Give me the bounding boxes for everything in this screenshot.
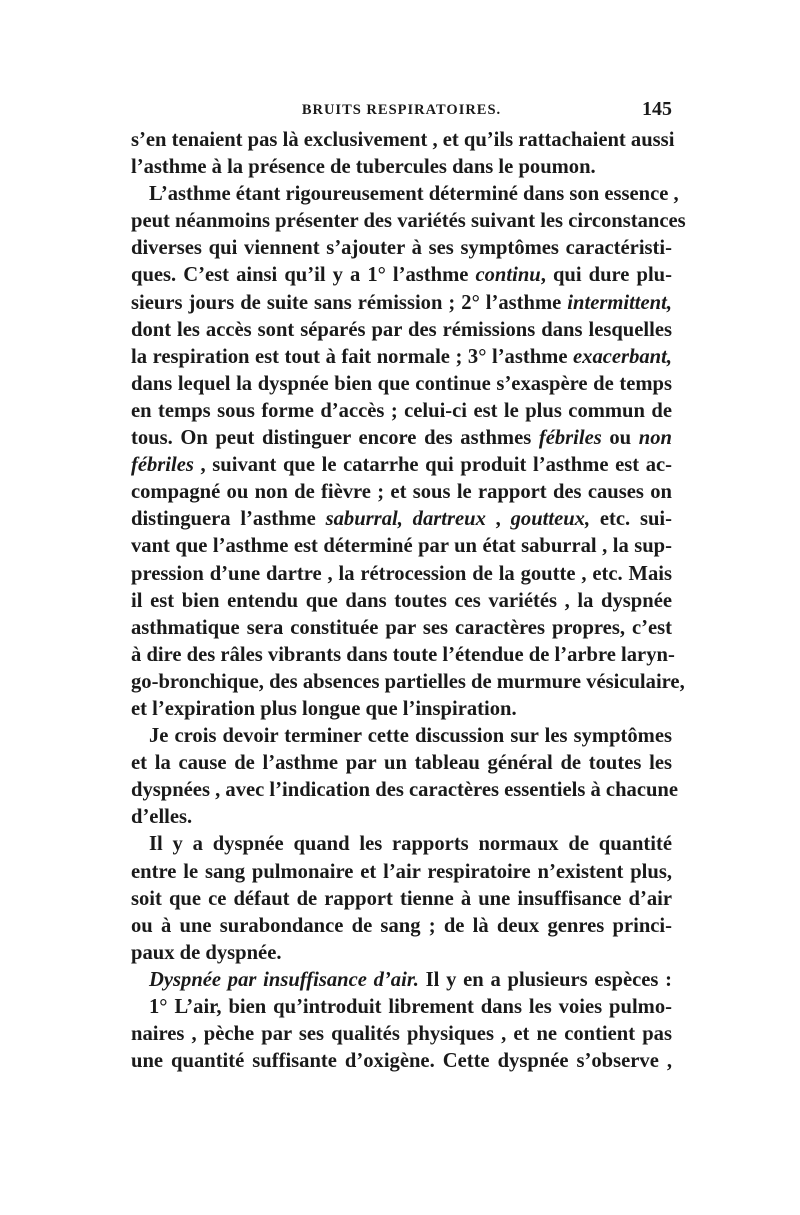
text-line — [131, 696, 672, 723]
text-line — [131, 750, 672, 777]
text-line — [131, 1048, 672, 1075]
text-segment: tous. On peut distinguer encore des asthmes — [131, 427, 539, 450]
text-segment: 1° L’air, bien qu’introduit librement dans les voies pulmo- — [149, 996, 672, 1018]
text-line — [131, 533, 672, 560]
text-line — [131, 262, 672, 289]
text-segment: l’asthme à la présence de tubercules dans le poumon. — [131, 156, 596, 179]
text-line — [131, 1021, 672, 1048]
text-segment: s’en tenaient pas là exclusivement , et qu’ils rattachaient aussi — [131, 129, 675, 151]
text-segment: en temps sous forme d’accès ; celui-ci est le plus commun de — [131, 399, 672, 422]
text-segment: et la cause de l’asthme par un tableau général de toutes les — [131, 752, 672, 775]
text-line — [131, 398, 672, 425]
text-line — [131, 994, 672, 1021]
text-segment: et l’expiration plus longue que l’inspiration. — [131, 697, 517, 720]
text-segment: ou — [601, 427, 639, 450]
text-line — [131, 479, 672, 506]
page-number: 145 — [642, 98, 672, 120]
text-line — [131, 615, 672, 642]
text-segment: peut néanmoins présenter des variétés suivant les circonstances — [131, 210, 686, 233]
text-line — [131, 777, 679, 804]
text-line — [131, 290, 672, 317]
text-segment: compagné ou non de fièvre ; et sous le rapport des causes on — [131, 481, 672, 504]
text-segment: ou à une surabondance de sang ; de là deux genres princi- — [131, 914, 672, 937]
italic-text-segment: fébriles — [131, 454, 194, 477]
text-segment: diverses qui viennent s’ajouter à ses symptômes caractéristi- — [131, 237, 672, 260]
text-segment: , suivant que le catarrhe qui produit l’asthme est ac- — [193, 454, 672, 477]
text-line — [131, 886, 672, 913]
text-line — [131, 642, 675, 669]
italic-text-segment: intermittent, — [567, 291, 672, 314]
text-line — [131, 452, 672, 479]
italic-text-segment: non — [638, 427, 672, 450]
text-segment: , — [485, 508, 511, 531]
text-segment: dont les accès sont séparés par des rémissions dans lesquelles — [131, 318, 672, 341]
text-line — [131, 181, 679, 208]
text-line — [131, 588, 672, 615]
text-segment: go-bronchique, des absences partielles de murmure vésiculaire, — [131, 670, 685, 693]
italic-text-segment: Dyspnée par insuffisance d’air. — [149, 968, 419, 991]
running-title: BRUITS RESPIRATOIRES. — [301, 102, 502, 118]
text-line — [131, 425, 672, 452]
page-header — [131, 98, 672, 124]
text-segment: une quantité suffisante d’oxigène. Cette dyspnée s’observe , — [131, 1050, 672, 1073]
text-segment: à dire des râles vibrants dans toute l’étendue de l’arbre laryn- — [131, 643, 675, 666]
text-segment: dans lequel la dyspnée bien que continue s’exaspère de temps — [131, 372, 672, 395]
text-line — [131, 154, 672, 181]
text-line — [131, 506, 672, 533]
body-text — [131, 127, 686, 1075]
text-line — [131, 235, 672, 262]
text-line — [131, 831, 672, 858]
text-segment: Il y a dyspnée quand les rapports normaux de quantité — [149, 833, 672, 856]
text-line — [131, 859, 672, 886]
text-segment: Je crois devoir terminer cette discussion sur les symptômes — [149, 725, 672, 748]
text-segment: ques. C’est ainsi qu’il y a 1° l’asthme — [131, 264, 476, 287]
text-line — [131, 561, 672, 588]
italic-text-segment: saburral, dartreux — [325, 508, 486, 531]
text-segment: il est bien entendu que dans toutes ces variétés , la dyspnée — [131, 589, 672, 612]
text-line — [131, 723, 672, 750]
italic-text-segment: exacerbant, — [573, 345, 672, 368]
text-segment: , qui dure plu- — [540, 264, 672, 287]
text-segment: soit que ce défaut de rapport tienne à une insuffisance d’air — [131, 887, 672, 910]
italic-text-segment: fébriles — [538, 427, 602, 450]
text-line — [131, 208, 686, 235]
text-segment: Il y en a plusieurs espèces : — [418, 968, 672, 991]
text-segment: entre le sang pulmonaire et l’air respiratoire n’existent plus, — [131, 860, 672, 883]
text-line — [131, 127, 675, 154]
text-segment: dyspnées , avec l’indication des caractères essentiels à chacune — [131, 779, 679, 802]
text-segment: asthmatique sera constituée par ses caractères propres, c’est — [131, 616, 672, 639]
text-line — [131, 967, 672, 994]
text-segment: paux de dyspnée. — [131, 941, 282, 964]
text-line — [131, 317, 672, 344]
text-line — [131, 913, 672, 940]
text-segment: distinguera l’asthme — [131, 508, 326, 531]
text-segment: naires , pèche par ses qualités physiques , et ne contient pas — [131, 1023, 672, 1046]
text-segment: sieurs jours de suite sans rémission ; 2° l’asthme — [131, 291, 568, 314]
text-segment: la respiration est tout à fait normale ; 3° l’asthme — [131, 345, 574, 368]
text-line — [131, 940, 672, 967]
italic-text-segment: goutteux, — [510, 508, 591, 531]
text-segment: vant que l’asthme est déterminé par un état saburral , la sup- — [131, 535, 672, 558]
text-segment: d’elles. — [131, 806, 193, 829]
text-segment: etc. sui- — [590, 508, 673, 531]
text-segment: L’asthme étant rigoureusement déterminé dans son essence , — [149, 183, 679, 206]
text-line — [131, 344, 672, 371]
text-line — [131, 371, 672, 398]
text-line — [131, 669, 685, 696]
text-line — [131, 804, 672, 831]
text-segment: pression d’une dartre , la rétrocession de la goutte , etc. Mais — [131, 562, 672, 585]
italic-text-segment: continu — [475, 264, 541, 287]
